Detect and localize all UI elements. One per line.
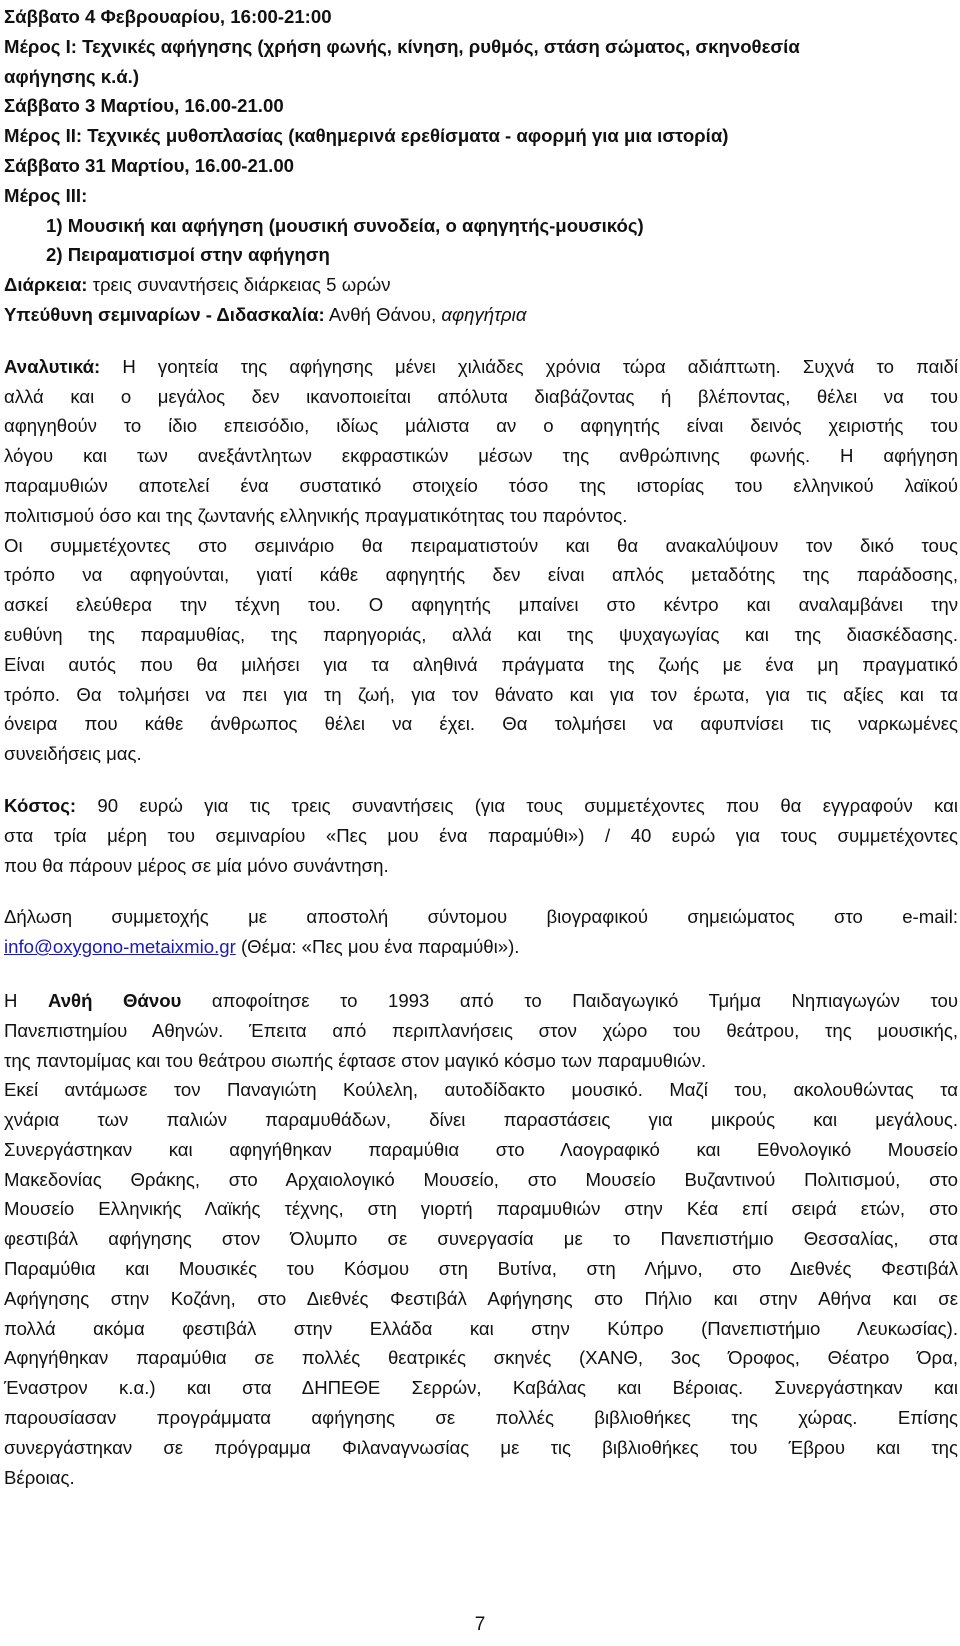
duration-value: τρεις συναντήσεις διάρκειας 5 ωρών — [87, 274, 391, 296]
cost-label: Κόστος: — [4, 794, 77, 816]
analysis-para2-line: συνειδήσεις μας. — [4, 743, 142, 765]
analysis-label: Αναλυτικά: — [4, 355, 101, 377]
cost-line: που θα πάρουν μέρος σε μία μόνο συνάντηση. — [4, 854, 389, 876]
cost-line: στα τρία μέρη του σεμιναρίου «Πες μου ένα παραμύθι») / 40 ευρώ για τους συμμετέχοντες — [4, 824, 958, 846]
session1-date: Σάββατο 4 Φεβρουαρίου, 16:00-21:00 — [4, 6, 332, 27]
bio-pre: Η — [4, 989, 48, 1011]
bio-para2-line: Βέροιας. — [4, 1466, 75, 1488]
analysis-line — [4, 352, 958, 382]
bio-post: αποφοίτησε το 1993 από το Παιδαγωγικό Τμήμα Νηπιαγωγών του — [181, 989, 958, 1011]
page-number: 7 — [474, 1614, 486, 1635]
responsible-label: Υπεύθυνη σεμιναρίων - Διδασκαλία: — [4, 303, 325, 325]
bio-line: της παντομίμας και του θεάτρου σιωπής έφτασε στον μαγικό κόσμο των παραμυθιών. — [4, 1049, 707, 1071]
spacer — [4, 880, 958, 902]
bio-para2-line: πολλά ακόμα φεστιβάλ στην Ελλάδα και στην Κύπρο (Πανεπιστήμιο Λευκωσίας). — [4, 1317, 958, 1339]
analysis-line: λόγου και των ανεξάντλητων εκφραστικών μέσων της ανθρώπινης φωνής. Η αφήγηση — [4, 445, 958, 467]
bio-para2-line: Μουσείο Ελληνικής Λαϊκής τέχνης, στη γιορτή παραμυθιών στην Κέα επί σειρά ετών, στο — [4, 1198, 958, 1220]
analysis-para2-line: Οι συμμετέχοντες στο σεμινάριο θα πειραματιστούν και θα ανακαλύψουν τον δικό τους — [4, 534, 958, 556]
session3-item: 2) Πειραματισμοί στην αφήγηση — [46, 244, 330, 266]
analysis-line: αλλά και ο μεγάλος δεν ικανοποιείται απόλυτα διαβάζοντας ή βλέποντας, θέλει να του — [4, 385, 958, 407]
analysis-para2-line: όνειρα που κάθε άνθρωπος θέλει να έχει. Θα τολμήσει να αφυπνίσει τις ναρκωμένες — [4, 713, 958, 735]
registration-line: Δήλωση συμμετοχής με αποστολή σύντομου βιογραφικού σημειώματος στο e-mail: — [4, 906, 958, 928]
cost-text: 90 ευρώ για τις τρεις συναντήσεις (για τους συμμετέχοντες που θα εγγραφούν και — [76, 794, 958, 816]
bio-para2-line: Αφηγήθηκαν παραμύθια σε πολλές θεατρικές σκηνές (ΧΑΝΘ, 3ος Όροφος, Θέατρο Όρα, — [4, 1347, 958, 1369]
bio-para2-line: συνεργάστηκαν σε πρόγραμμα Φιλαναγνωσίας με τις βιβλιοθήκες του Έβρου και της — [4, 1436, 958, 1458]
bio-para2-line: παρουσίασαν προγράμματα αφήγησης σε πολλές βιβλιοθήκες της χώρας. Επίσης — [4, 1407, 958, 1429]
bio-para2-line: Αφήγησης στην Κοζάνη, στο Διεθνές Φεστιβάλ Αφήγησης στο Πήλιο και στην Αθήνα και σε — [4, 1287, 958, 1309]
bio-para2-line: Μακεδονίας Θράκης, στο Αρχαιολογικό Μουσείο, στο Μουσείο Βυζαντινού Πολιτισμού, στο — [4, 1168, 958, 1190]
registration-line — [4, 932, 958, 962]
duration-line — [4, 270, 958, 300]
spacer — [4, 769, 958, 791]
spacer — [4, 330, 958, 352]
analysis-text: Η γοητεία της αφήγησης μένει χιλιάδες χρόνια τώρα αδιάπτωτη. Συχνά το παιδί — [100, 355, 958, 377]
responsible-role: αφηγήτρια — [441, 303, 527, 325]
bio-para2-line: Παραμύθια και Μουσικές του Κόσμου στη Βυτίνα, στη Λήμνο, στο Διεθνές Φεστιβάλ — [4, 1258, 958, 1280]
analysis-para2-line: τρόπο να αφηγούνται, γιατί κάθε αφηγητής δεν είναι απλός μεταδότης της παράδοσης, — [4, 564, 958, 586]
session1-title-line2: αφήγησης κ.ά.) — [4, 65, 140, 87]
bio-para2-line: Εκεί αντάμωσε τον Παναγιώτη Κούλελη, αυτοδίδακτο μουσικό. Μαζί του, ακολουθώντας τα — [4, 1079, 958, 1101]
analysis-line: παραμυθιών αποτελεί ένα συστατικό στοιχείο τόσο της ιστορίας του ελληνικού λαϊκού — [4, 474, 958, 496]
bio-para2-line: χνάρια των παλιών παραμυθάδων, δίνει παραστάσεις για μικρούς και μεγάλους. — [4, 1109, 958, 1131]
session3-title: Μέρος ΙΙΙ: — [4, 184, 88, 206]
bio-name: Ανθή Θάνου — [47, 989, 182, 1011]
spacer — [4, 962, 958, 986]
registration-subject: (Θέμα: «Πες μου ένα παραμύθι»). — [235, 936, 520, 958]
session3-date: Σάββατο 31 Μαρτίου, 16.00-21.00 — [4, 154, 295, 176]
bio-line: Πανεπιστημίου Αθηνών. Έπειτα από περιπλανήσεις στον χώρο του θεάτρου, της μουσικής, — [4, 1019, 958, 1041]
email-link[interactable]: info@oxygono-metaixmio.gr — [4, 936, 236, 958]
responsible-value: Ανθή Θάνου, — [324, 303, 442, 325]
analysis-line: αφηγηθούν το ίδιο επεισόδιο, ιδίως μάλιστα αν ο αφηγητής είναι δεινός χειριστής του — [4, 415, 958, 437]
bio-para2-line: φεστιβάλ αφήγησης στον Όλυμπο σε συνεργασία με το Πανεπιστήμιο Θεσσαλίας, στα — [4, 1228, 958, 1250]
session2-date: Σάββατο 3 Μαρτίου, 16.00-21.00 — [4, 95, 284, 117]
session1-title-line1: Μέρος Ι: Τεχνικές αφήγησης (χρήση φωνής, κίνηση, ρυθμός, στάση σώματος, σκηνοθεσία — [4, 35, 800, 57]
bio-para2-line: Έναστρον κ.α.) και στα ΔΗΠΕΘΕ Σερρών, Καβάλας και Βέροιας. Συνεργάστηκαν και — [4, 1377, 958, 1399]
bio-para2-line: Συνεργάστηκαν και αφηγήθηκαν παραμύθια στο Λαογραφικό και Εθνολογικό Μουσείο — [4, 1138, 958, 1160]
analysis-para2-line: ασκεί ελεύθερα την τέχνη του. Ο αφηγητής μπαίνει στο κέντρο και αναλαμβάνει την — [4, 594, 958, 616]
analysis-para2-line: ευθύνη της παραμυθίας, της παρηγοριάς, αλλά και της ψυχαγωγίας και της διασκέδασης. — [4, 623, 958, 645]
analysis-para2-line: Είναι αυτός που θα μιλήσει για τα αληθινά πράγματα της ζωής με ένα μη πραγματικό — [4, 653, 958, 675]
analysis-para2-line: τρόπο. Θα τολμήσει να πει για τη ζωή, για τον θάνατο και για τον έρωτα, για τις αξίες και τα — [4, 683, 958, 705]
analysis-line: πολιτισμού όσο και της ζωντανής ελληνικής πραγματικότητας του παρόντος. — [4, 504, 628, 526]
duration-label: Διάρκεια: — [4, 274, 88, 296]
bio-line — [4, 986, 958, 1016]
session2-title: Μέρος ΙΙ: Τεχνικές μυθοπλασίας (καθημερινά ερεθίσματα - αφορμή για μια ιστορία) — [4, 125, 729, 147]
document-page — [4, 2, 958, 1492]
responsible-line — [4, 300, 958, 330]
cost-line — [4, 791, 958, 821]
session3-item: 1) Μουσική και αφήγηση (μουσική συνοδεία, ο αφηγητής-μουσικός) — [46, 214, 644, 236]
